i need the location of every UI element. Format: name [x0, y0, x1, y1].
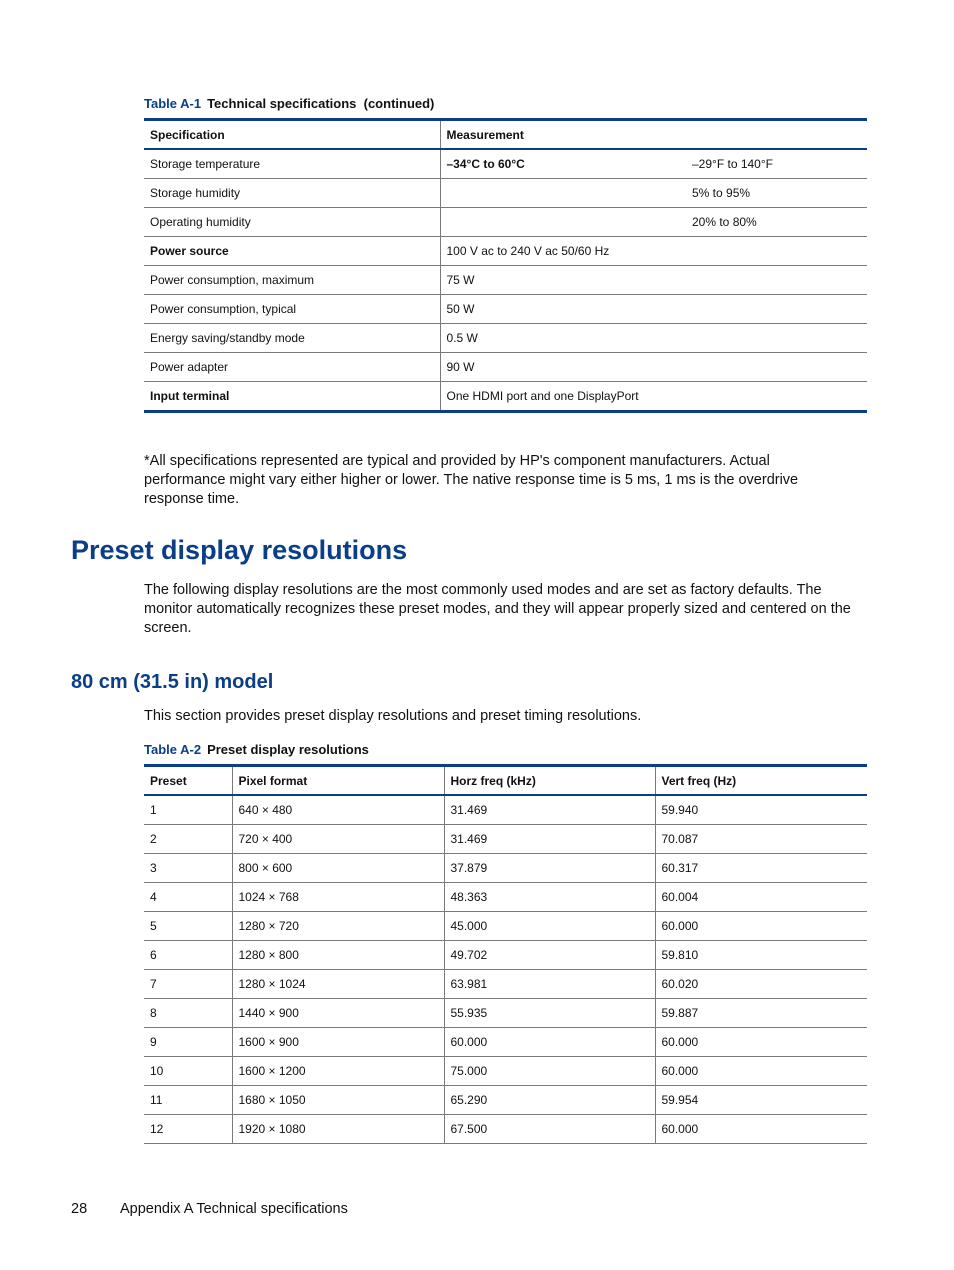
pixel-format-cell: 1600 × 900 [232, 1028, 444, 1057]
preset-cell: 8 [144, 999, 232, 1028]
table-row [144, 795, 867, 825]
preset-cell: 2 [144, 825, 232, 854]
vert-freq-cell: 60.000 [655, 912, 867, 941]
table1-caption-title: Technical specifications [207, 96, 357, 111]
table1-caption [144, 96, 434, 111]
horz-freq-cell: 49.702 [444, 941, 655, 970]
spec-cell: Power source [144, 237, 440, 266]
table-row [144, 295, 867, 324]
pixel-format-cell: 640 × 480 [232, 795, 444, 825]
spec-cell: Input terminal [144, 382, 440, 412]
table-row [144, 149, 867, 179]
vert-freq-cell: 60.004 [655, 883, 867, 912]
vert-freq-cell: 59.940 [655, 795, 867, 825]
horz-freq-cell: 67.500 [444, 1115, 655, 1144]
table1-header-row [144, 120, 867, 150]
measurement-cell [440, 179, 686, 208]
pixel-format-cell: 720 × 400 [232, 825, 444, 854]
table1-caption-number: Table A-1 [144, 96, 202, 111]
vert-freq-cell: 60.000 [655, 1028, 867, 1057]
table-row [144, 1115, 867, 1144]
technical-specifications-table [144, 118, 867, 413]
vert-freq-cell: 59.887 [655, 999, 867, 1028]
horz-freq-cell: 48.363 [444, 883, 655, 912]
measurement-alt-cell: –29°F to 140°F [686, 149, 867, 179]
table2-caption-number: Table A-2 [144, 742, 202, 757]
spec-cell: Energy saving/standby mode [144, 324, 440, 353]
spec-cell: Storage temperature [144, 149, 440, 179]
table1-header-measurement: Measurement [440, 120, 867, 150]
horz-freq-cell: 37.879 [444, 854, 655, 883]
table-row [144, 970, 867, 999]
table-row [144, 883, 867, 912]
pixel-format-cell: 1680 × 1050 [232, 1086, 444, 1115]
page-number: 28 [71, 1201, 88, 1217]
vert-freq-cell: 59.810 [655, 941, 867, 970]
table-row [144, 999, 867, 1028]
pixel-format-cell: 1440 × 900 [232, 999, 444, 1028]
preset-cell: 5 [144, 912, 232, 941]
measurement-cell: 50 W [440, 295, 867, 324]
preset-cell: 12 [144, 1115, 232, 1144]
vert-freq-cell: 60.317 [655, 854, 867, 883]
preset-cell: 7 [144, 970, 232, 999]
footer-text: Appendix A Technical specifications [120, 1201, 348, 1217]
horz-freq-cell: 31.469 [444, 795, 655, 825]
pixel-format-cell: 1280 × 1024 [232, 970, 444, 999]
table-row [144, 324, 867, 353]
vert-freq-cell: 60.020 [655, 970, 867, 999]
table-row [144, 1057, 867, 1086]
table-row [144, 854, 867, 883]
vert-freq-cell: 60.000 [655, 1057, 867, 1086]
section-title: Preset display resolutions [71, 535, 408, 565]
measurement-alt-cell: 20% to 80% [686, 208, 867, 237]
table2-header-row [144, 766, 867, 796]
measurement-cell: –34°C to 60°C [440, 149, 686, 179]
table-row [144, 179, 867, 208]
subsection-title: 80 cm (31.5 in) model [71, 671, 274, 693]
table1-caption-suffix: (continued) [363, 96, 435, 111]
preset-resolutions-table [144, 764, 867, 1144]
table-row [144, 825, 867, 854]
table2-header-pixel-format: Pixel format [232, 766, 444, 796]
preset-cell: 1 [144, 795, 232, 825]
pixel-format-cell: 1920 × 1080 [232, 1115, 444, 1144]
vert-freq-cell: 60.000 [655, 1115, 867, 1144]
pixel-format-cell: 800 × 600 [232, 854, 444, 883]
specifications-note: *All specifications represented are typical and provided by HP's component manufacturers. Actual performance might vary either higher or lower. The native response time is 5 ms, 1 ms is the overdrive response time. [144, 453, 799, 507]
measurement-cell: 75 W [440, 266, 867, 295]
measurement-cell [440, 208, 686, 237]
table2-header-horz-freq: Horz freq (kHz) [444, 766, 655, 796]
table-row [144, 1086, 867, 1115]
subsection-intro: This section provides preset display resolutions and preset timing resolutions. [144, 708, 642, 724]
horz-freq-cell: 63.981 [444, 970, 655, 999]
spec-cell: Operating humidity [144, 208, 440, 237]
vert-freq-cell: 70.087 [655, 825, 867, 854]
table-row [144, 353, 867, 382]
preset-cell: 4 [144, 883, 232, 912]
table2-header-preset: Preset [144, 766, 232, 796]
table-row [144, 941, 867, 970]
pixel-format-cell: 1280 × 800 [232, 941, 444, 970]
horz-freq-cell: 31.469 [444, 825, 655, 854]
table1-header-specification: Specification [144, 120, 440, 150]
table-row [144, 208, 867, 237]
spec-cell: Storage humidity [144, 179, 440, 208]
horz-freq-cell: 75.000 [444, 1057, 655, 1086]
table-row [144, 237, 867, 266]
preset-cell: 10 [144, 1057, 232, 1086]
horz-freq-cell: 60.000 [444, 1028, 655, 1057]
table-row [144, 1028, 867, 1057]
table2-caption-title: Preset display resolutions [207, 742, 369, 757]
spec-cell: Power adapter [144, 353, 440, 382]
section-intro: The following display resolutions are the most commonly used modes and are set as factory defaults. The monitor automatically recognizes these preset modes, and they will appear properly sized and centered on the screen. [144, 582, 851, 636]
pixel-format-cell: 1024 × 768 [232, 883, 444, 912]
preset-cell: 3 [144, 854, 232, 883]
table-row [144, 266, 867, 295]
preset-cell: 11 [144, 1086, 232, 1115]
spec-cell: Power consumption, typical [144, 295, 440, 324]
vert-freq-cell: 59.954 [655, 1086, 867, 1115]
preset-cell: 9 [144, 1028, 232, 1057]
spec-cell: Power consumption, maximum [144, 266, 440, 295]
table2-body [144, 795, 867, 1144]
table-row [144, 912, 867, 941]
table2-caption [144, 742, 369, 757]
table2-header-vert-freq: Vert freq (Hz) [655, 766, 867, 796]
horz-freq-cell: 65.290 [444, 1086, 655, 1115]
horz-freq-cell: 55.935 [444, 999, 655, 1028]
measurement-cell: 90 W [440, 353, 867, 382]
pixel-format-cell: 1600 × 1200 [232, 1057, 444, 1086]
preset-cell: 6 [144, 941, 232, 970]
horz-freq-cell: 45.000 [444, 912, 655, 941]
table-row [144, 382, 867, 412]
measurement-cell: 0.5 W [440, 324, 867, 353]
pixel-format-cell: 1280 × 720 [232, 912, 444, 941]
measurement-alt-cell: 5% to 95% [686, 179, 867, 208]
measurement-cell: One HDMI port and one DisplayPort [440, 382, 867, 412]
measurement-cell: 100 V ac to 240 V ac 50/60 Hz [440, 237, 867, 266]
